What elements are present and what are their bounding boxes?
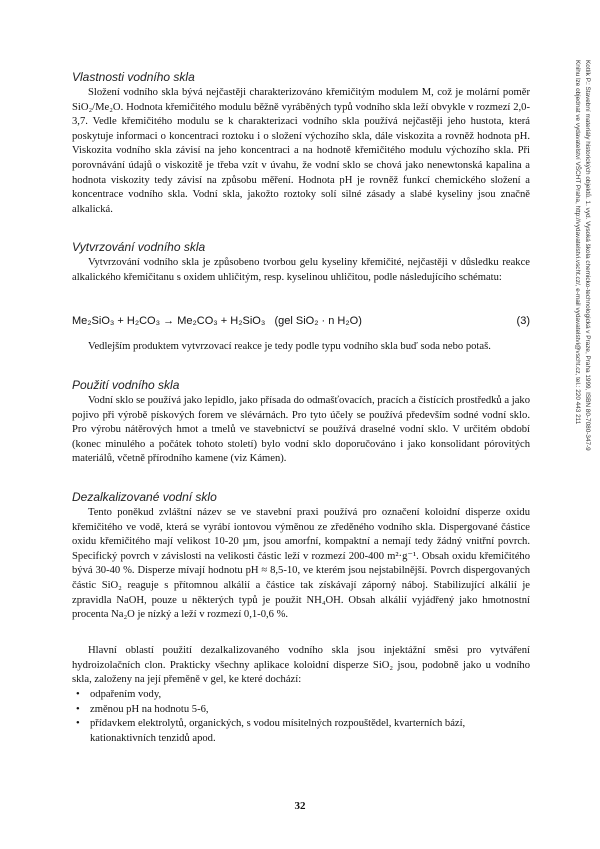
equation-number: (3): [516, 315, 530, 327]
equation-row: [72, 314, 530, 328]
list-item: [72, 688, 530, 703]
order-info-line: Knihu lze objednat ve vydavatelství VŠCHT Praha, http://vydavatelstvi.vscht.cz/, e-mail vydavatelstvi@vscht.cz, tel.: 220 443 211: [574, 60, 581, 425]
page-number: 32: [294, 800, 306, 812]
side-citation: [552, 60, 592, 620]
section-title-usage: Použití vodního skla: [72, 378, 180, 392]
bullet-icon: •: [76, 718, 80, 730]
paragraph-dealkalized-usage: Hlavní oblastí použití dezalkalizovaného vodního skla jsou injektážní směsi pro vytváření hydroizolačních clon. Prakticky všechny aplikace koloidní disperze SiO₂ jsou, podobně jako u vodního skla, založeny na její přeměně v gel, ke které dochází:: [72, 645, 530, 686]
paragraph-usage: Vodní sklo se používá jako lepidlo, jako přísada do odmašťovacích, pracích a čistících prostředků a jako pojivo při výrobě pískových forem ve slévárnách. Pro tyto účely se používá především sodné vodní sklo. Pro výrobu nátěrových hmot a tmelů ve stavebnictví se používá draselné vodní sklo. V určitém období (konec minulého a počátek tohoto století) bylo vodní sklo doporučováno i jako konsolidant pórovitých materiálů, včetně přírodního kamene (viz Kámen).: [72, 395, 530, 465]
list-item-text: změnou pH na hodnotu 5-6,: [90, 703, 209, 715]
bullet-icon: •: [76, 689, 80, 700]
section-title-curing: Vytvrzování vodního skla: [72, 240, 206, 254]
bullet-list: [72, 688, 530, 746]
paragraph-curing: Vytvrzování vodního skla je způsobeno tvorbou gelu kyseliny křemičité, nejčastěji v důsledku reakce alkalického křemičitanu s oxidem uhličitým, resp. kyselinou uhličitou, podle následujícího schématu:: [72, 257, 530, 283]
list-item: [72, 703, 530, 718]
list-item: [72, 717, 530, 746]
section-title-properties: Vlastnosti vodního skla: [72, 70, 195, 84]
paragraph-properties: Složení vodního skla bývá nejčastěji charakterizováno křemičitým modulem M, což je molární poměr SiO₂/Me₂O. Hodnota křemičitého modulu běžně vyráběných typů vodního skla leží obvykle v rozmezí 2,0-3,7. Vedle křemičitého modulu se k charakterizaci vodního skla používá nejčastěji jeho hustota, která poskytuje informaci o koncentraci roztoku i o složení výchozího skla, dále viskozita a rovněž hodnota pH. Viskozita vodního skla závisí na jeho koncentraci a na hodnotě křemičitého modulu výchozího skla. Při porovnávání údajů o viskozitě je třeba vzít v úvahu, že vodní sklo se chová jako nenewtonská kapalina a hodnota viskozity tedy závisí na způsobu měření. Hodnota pH je rovněž funkcí chemického složení a koncentrace vodního skla. Vodní skla, jakožto roztoky solí silné zásady a slabé kyseliny jsou značně alkalická.: [72, 87, 530, 215]
chemical-equation: Me₂SiO₃ + H₂CO₃ → Me₂CO₃ + H₂SiO₃ (gel SiO₂ · n H₂O): [72, 315, 362, 327]
bullet-icon: •: [76, 703, 80, 715]
list-item-text: odpařením vody,: [90, 689, 162, 700]
citation-line: Kotlík P.: Stavební materiály historických objektů. 1. vyd. Vysoká škola chemicko-technologická v Praze, Praha 1999, ISBN 80-7080-347-9: [584, 60, 591, 451]
paragraph-dealkalized: Tento poněkud zvláštní název se ve stavební praxi používá pro označení koloidní disperze oxidu křemičitého ve vodě, která se vyrábí iontovou výměnou ze zředěného vodního skla. Dispergované částice oxidu křemičitého mají velikost 10-20 µm, jsou amorfní, kompaktní a nemají tedy žádný vnitřní povrch. Specifický povrch v závislosti na velikosti částic leží v rozmezí 200-400 m²·g⁻¹. Obsah oxidu křemičitého bývá 30-40 %. Disperze mívají hodnotu pH ≈ 8,5-10, ve kterém jsou nejstabilnější. Povrch dispergovaných částic SiO₂ reaguje s přítomnou alkálií a částice tak získávají záporný náboj. Stabilizující alkálií je zpravidla NaOH, pouze u některých typů je použit NH₄OH. Obsah alkálií vyjádřený jako hmotnostní procenta Na₂O je nízký a leží v rozmezí 0,1-0,6 %.: [72, 507, 530, 621]
list-item-text: přídavkem elektrolytů, organických, s vodou mísitelných rozpouštědel, kvarterních bází, kationaktivních tenzidů apod.: [90, 718, 466, 744]
paragraph-curing-byproduct: Vedlejším produktem vytvrzovací reakce je tedy podle typu vodního skla buď soda nebo potaš.: [88, 341, 491, 352]
section-title-dealkalized: Dezalkalizované vodní sklo: [72, 490, 217, 504]
